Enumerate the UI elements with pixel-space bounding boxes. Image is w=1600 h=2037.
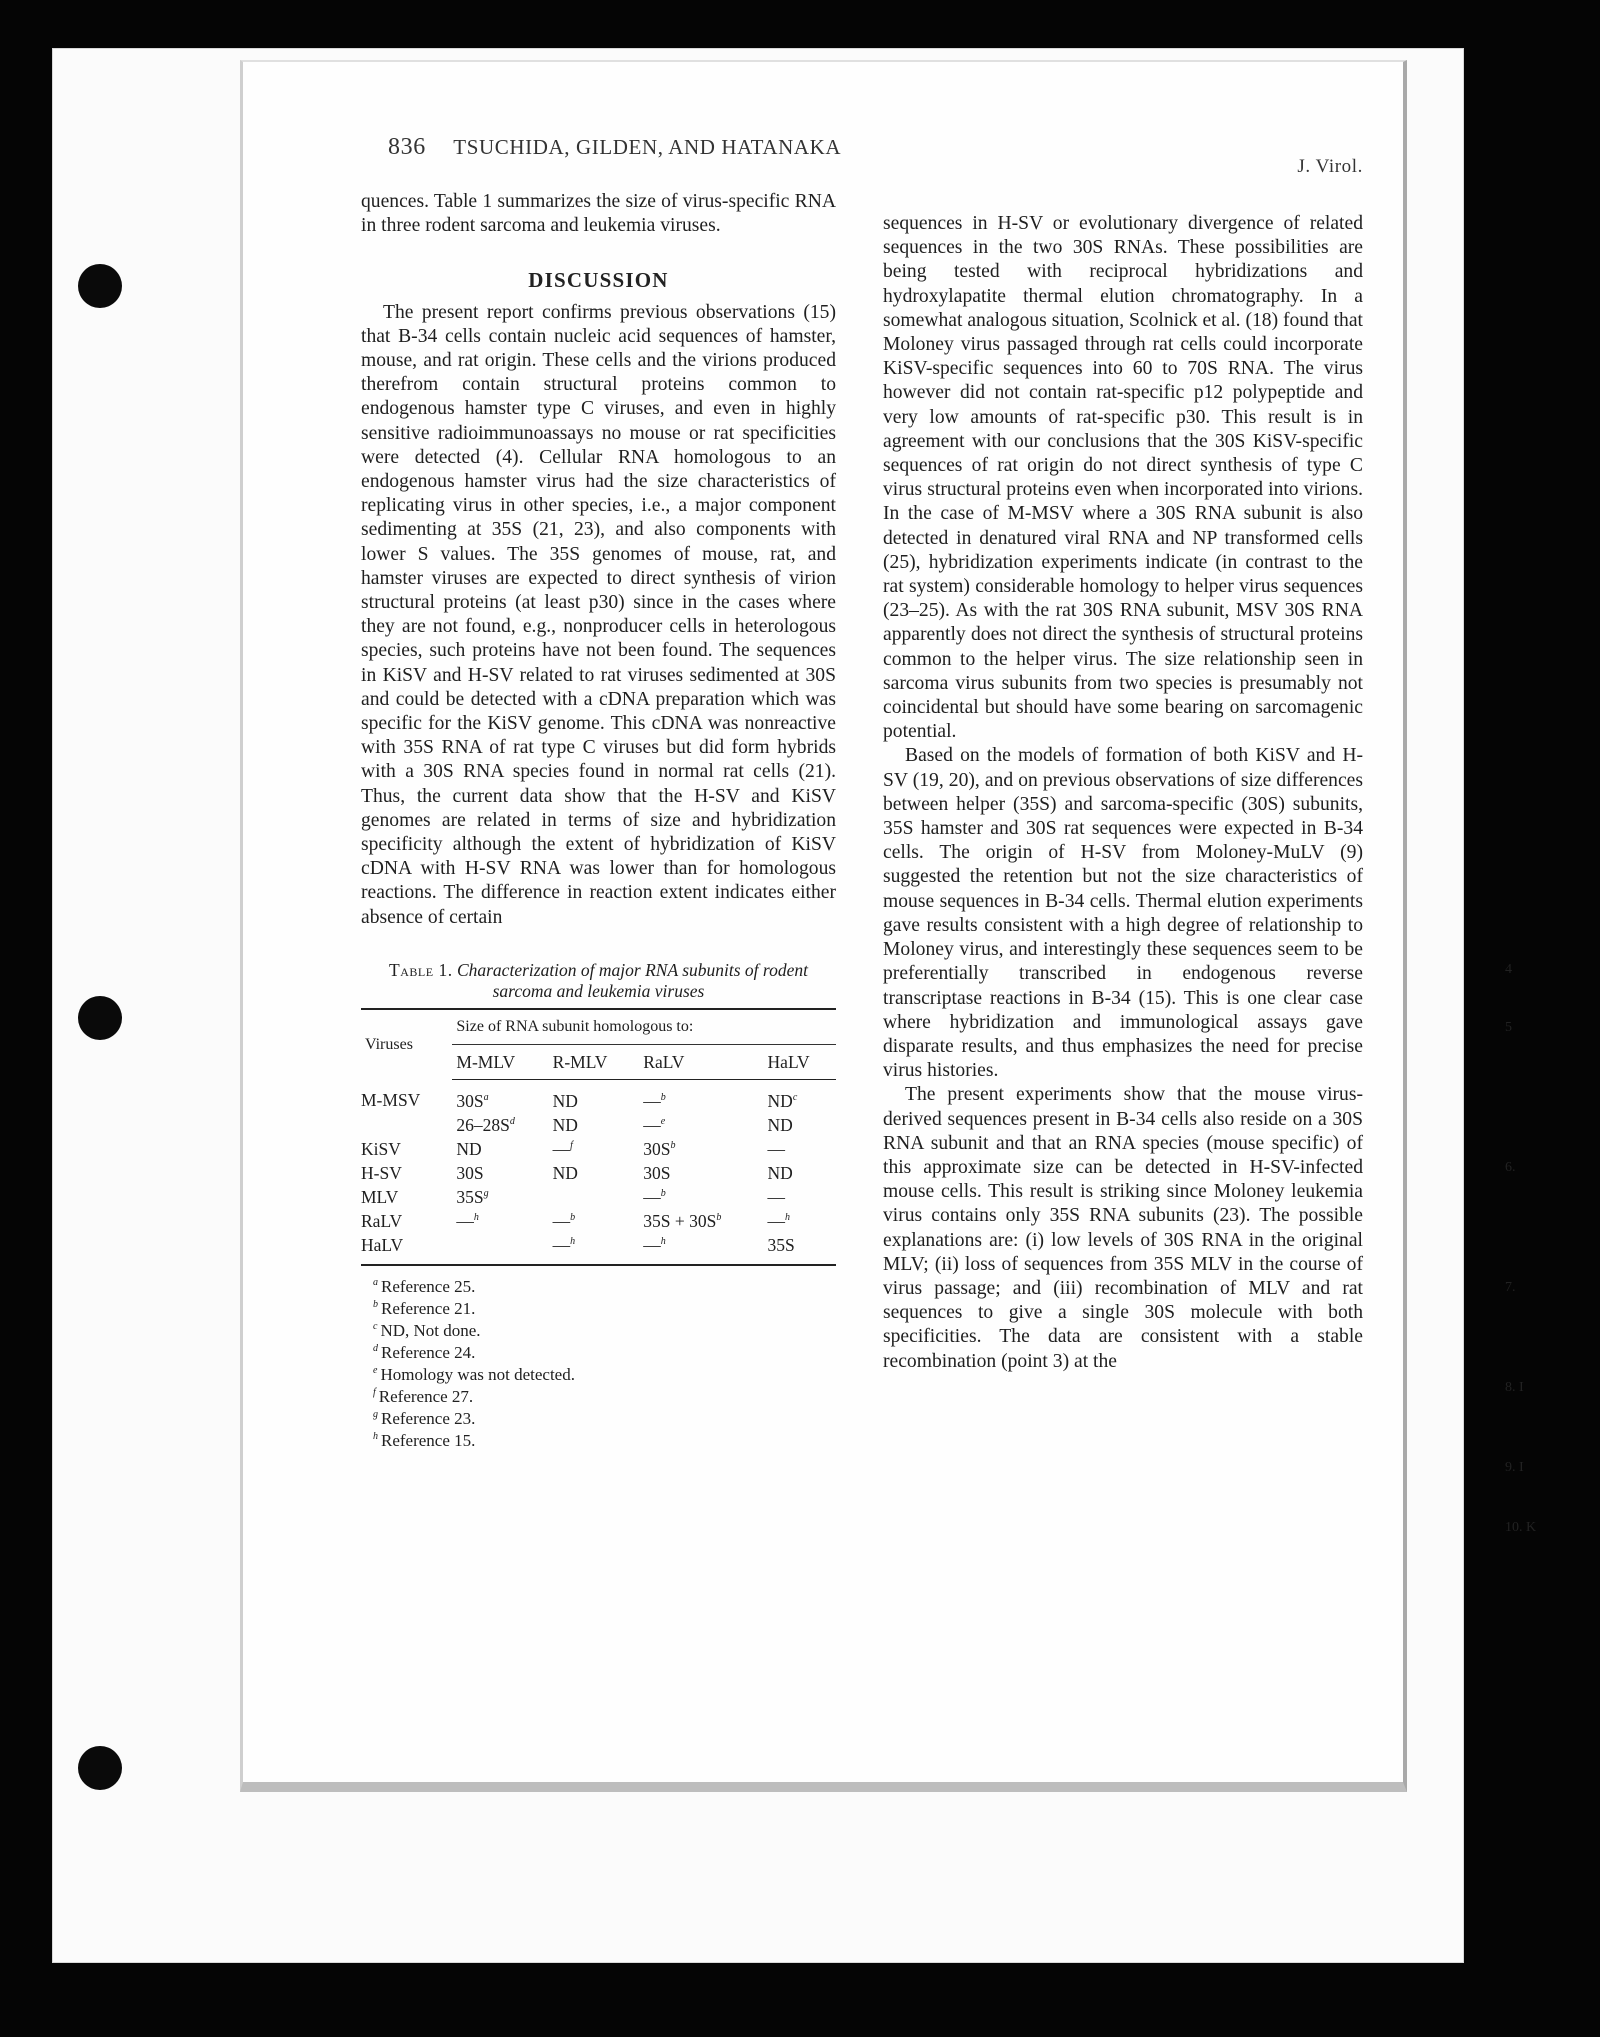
table-row [361,1113,836,1137]
cell-value: ND [767,1114,793,1135]
edge-fragment: 5 [1505,1020,1512,1035]
footnote-mark: g [373,1409,378,1421]
cell-value: — [643,1114,661,1135]
right-column [883,212,1363,1374]
footnote-mark: f [373,1387,376,1399]
footnote-mark: c [373,1321,378,1333]
table-row [361,1161,836,1185]
column-header: RaLV [639,1044,763,1079]
running-header [388,134,1363,177]
edge-fragment: 7. [1505,1280,1516,1295]
table-cell [549,1161,640,1185]
row-header: Viruses [361,1009,452,1080]
table-label: Table 1. [389,959,453,980]
cell-value: ND [456,1138,482,1159]
footnote-mark: h [570,1236,576,1248]
header-journal: J. Virol. [1297,156,1363,177]
footnote [373,1386,836,1408]
table-row [361,1185,836,1209]
table-cell [639,1209,763,1233]
cell-value: — [456,1210,474,1231]
table-1 [361,960,836,1452]
virus-name [361,1113,452,1137]
table-cell [639,1079,763,1113]
table-cell [452,1079,548,1113]
table-cell [639,1137,763,1161]
cell-value: 30S [456,1162,484,1183]
discussion-paragraph-4: The present experiments show that the mouse virus-derived sequences present in B-34 cells also reside on a 30S RNA subunit and that an RNA species (mouse specific) of this approximate size can be detected in H-SV-infected mouse cells. This result is striking since Moloney leukemia virus contains only 35S RNA subunits (23). The possible explanations are: (i) low levels of 30S RNA in the original MLV; (ii) loss of sequences from 35S MLV in the course of virus passage; and (iii) recombination of MLV and rat sequences to give a single 30S molecule with both specificities. The data are consistent with a stable recombination (point 3) at the [883,1084,1363,1372]
cell-value: ND [552,1162,578,1183]
table-cell [639,1161,763,1185]
footnote-text: ND, Not done. [380,1320,481,1340]
footnote-mark: e [660,1116,666,1128]
column-header: HaLV [764,1044,836,1079]
virus-name: M-MSV [361,1090,421,1111]
table-cell [452,1209,548,1233]
table-cell [452,1185,548,1209]
section-heading: DISCUSSION [528,268,669,293]
cell-value: — [643,1090,661,1111]
cell-value: 30S [456,1090,484,1111]
footnote-mark: h [473,1212,479,1224]
footnote-mark: h [373,1431,378,1443]
footnote-text: Reference 24. [381,1342,476,1362]
left-column [361,190,836,1452]
footnote-mark: b [373,1299,378,1311]
footnote-text: Reference 21. [381,1298,476,1318]
footnote-mark: b [670,1140,676,1152]
footnote-mark: h [660,1236,666,1248]
cell-value: ND [767,1090,793,1111]
binder-hole-bottom [78,1746,122,1790]
table-cell [764,1137,836,1161]
cell-value: — [767,1138,786,1159]
cell-value: ND [552,1090,578,1111]
discussion-paragraph-1: The present report confirms previous observations (15) that B-34 cells contain nucleic acid sequences of hamster, mouse, and rat origin. These cells and the virions produced therefrom contain structural proteins common to endogenous hamster type C viruses, and even in highly sensitive radioimmunoassays no mouse or rat specificities were detected (4). Cellular RNA homologous to an endogenous hamster virus had the size characteristics of replicating virus in other species, i.e., a major component sedimenting at 35S (21, 23), and also components with lower S values. The 35S genomes of mouse, rat, and hamster viruses are expected to direct synthesis of virion structural proteins (at least p30) since in the cases where they are not found, e.g., nonproducer cells in heterologous species, such proteins have not been found. The sequences in KiSV and H-SV related to rat viruses sedimented at 30S and could be detected with a cDNA preparation which was specific for the KiSV genome. This cDNA was nonreactive with 35S RNA of rat type C viruses but did form hybrids with a 30S RNA species found in normal rat cells (21). Thus, the current data show that the H-SV and KiSV genomes are related in terms of size and hybridization specificity although the extent of hybridization of KiSV cDNA with H-SV RNA was lower than for homologous reactions. The difference in reaction extent indicates either absence of certain [361,301,836,928]
footnote [373,1430,836,1452]
footnote [373,1408,836,1430]
table-row [361,1079,836,1113]
table-cell [639,1113,763,1137]
table-cell [764,1233,836,1265]
table-cell [639,1233,763,1265]
table-cell [549,1113,640,1137]
footnote-mark: d [509,1116,515,1128]
table-title: Characterization of major RNA subunits of rodent sarcoma and leukemia viruses [456,959,808,1001]
table-cell [639,1185,763,1209]
table-caption [361,960,836,1002]
discussion-paragraph-2: sequences in H-SV or evolutionary divergence of related sequences in the two 30S RNAs. These possibilities are being tested with reciprocal hybridizations and hydroxylapatite thermal elution chromatography. In a somewhat analogous situation, Scolnick et al. (18) found that Moloney virus passaged through rat cells could incorporate KiSV-specific sequences into 60 to 70S RNA. The virus however did not contain rat-specific p12 polypeptide and very low amounts of rat-specific p30. This result is in agreement with our conclusions that the 30S KiSV-specific sequences of rat origin do not direct synthesis of type C virus structural proteins even when incorporated into virions. In the case of M-MSV where a 30S RNA subunit is also detected in denatured viral RNA and NP transformed cells (25), hybridization experiments indicate (in contrast to the rat system) considerable homology to helper virus sequences (23–25). As with the rat 30S RNA subunit, MSV 30S RNA apparently does not direct the synthesis of structural proteins common to the helper virus. The size relationship seen in sarcoma virus subunits from two species is presumably not coincidental but should have some bearing on sarcomagenic potential. [883,213,1363,743]
edge-fragment: 9. I [1505,1460,1524,1475]
footnote [373,1342,836,1364]
binder-hole-middle [78,996,122,1040]
edge-fragment: 6. [1505,1160,1516,1175]
column-header: R-MLV [549,1044,640,1079]
cell-value: 35S + 30S [643,1210,717,1231]
cell-value: — [552,1138,571,1159]
cell-value: 30S [643,1138,671,1159]
cell-value: 26–28S [456,1114,510,1135]
footnote-mark: a [373,1277,378,1289]
footnote [373,1298,836,1320]
footnote [373,1364,836,1386]
virus-name: KiSV [361,1138,401,1159]
cell-value: — [643,1234,661,1255]
table-cell [764,1079,836,1113]
header-authors: TSUCHIDA, GILDEN, AND HATANAKA [453,135,842,159]
footnote-mark: c [792,1092,798,1104]
footnote-mark: b [660,1092,666,1104]
virus-name: HaLV [361,1233,452,1265]
table-row [361,1209,836,1233]
binder-hole-top [78,264,122,308]
table-cell [452,1161,548,1185]
footnote-text: Homology was not detected. [380,1364,575,1384]
footnote-text: Reference 15. [381,1430,476,1450]
footnote-mark: g [483,1188,489,1200]
footnote-mark: f [570,1140,573,1152]
cell-value: — [552,1210,571,1231]
footnote-mark: e [373,1365,378,1377]
edge-fragment: 4 [1505,962,1512,977]
footnote-mark: b [716,1212,722,1224]
cell-value: 30S [643,1162,671,1183]
cell-value: ND [552,1114,578,1135]
table-cell [549,1233,640,1265]
virus-name: H-SV [361,1162,402,1183]
virus-name: MLV [361,1186,399,1207]
footnote-mark: b [570,1212,576,1224]
intro-paragraph: quences. Table 1 summarizes the size of virus-specific RNA in three rodent sarcoma and leukemia viruses. [361,191,836,237]
virus-name: RaLV [361,1210,403,1231]
footnote-text: Reference 23. [381,1408,476,1428]
column-header: M-MLV [452,1044,548,1079]
footnote-mark: b [660,1188,666,1200]
cell-value: — [643,1186,661,1207]
cell-value: — [552,1234,571,1255]
footnote-mark: d [373,1343,378,1355]
cell-value: — [767,1186,786,1207]
rna-subunit-table [361,1008,836,1266]
table-cell [549,1137,640,1161]
footnote-text: Reference 25. [381,1276,476,1296]
table-row [361,1233,836,1265]
table-cell [549,1209,640,1233]
cell-value: 35S [767,1234,795,1255]
page-number: 836 [388,134,426,160]
table-footnotes [361,1276,836,1452]
edge-fragment: 8. I [1505,1380,1524,1395]
table-cell [549,1079,640,1113]
cell-value: ND [767,1162,793,1183]
table-cell [764,1113,836,1137]
table-cell [764,1161,836,1185]
footnote [373,1276,836,1298]
footnote-text: Reference 27. [378,1386,474,1406]
footnote-mark: a [483,1092,489,1104]
span-header: Size of RNA subunit homologous to: [452,1009,836,1045]
journal-page [240,60,1407,1792]
footnote-mark: h [785,1212,791,1224]
table-cell [452,1113,548,1137]
edge-fragment: 10. K [1505,1520,1537,1535]
cell-value: — [767,1210,786,1231]
table-cell [764,1209,836,1233]
cell-value: 35S [456,1186,484,1207]
discussion-paragraph-3: Based on the models of formation of both KiSV and H-SV (19, 20), and on previous observations of size differences between helper (35S) and sarcoma-specific (30S) subunits, 35S hamster and 30S rat sequences were expected in B-34 cells. The origin of H-SV from Moloney-MuLV (9) suggested the retention but not the size characteristics of mouse sequences in B-34 cells. Thermal elution experiments gave results consistent with a high degree of relationship to Moloney virus, and interestingly these sequences seem to be preferentially transcribed in endogenous reverse transcriptase reactions in B-34 (15). This is one clear case where hybridization and immunological assays gave disparate results, and thus emphasizes the need for precise virus histories. [883,745,1363,1082]
table-cell [452,1137,548,1161]
table-cell [452,1233,548,1265]
table-row [361,1137,836,1161]
table-cell [764,1185,836,1209]
footnote [373,1320,836,1342]
table-cell [549,1185,640,1209]
